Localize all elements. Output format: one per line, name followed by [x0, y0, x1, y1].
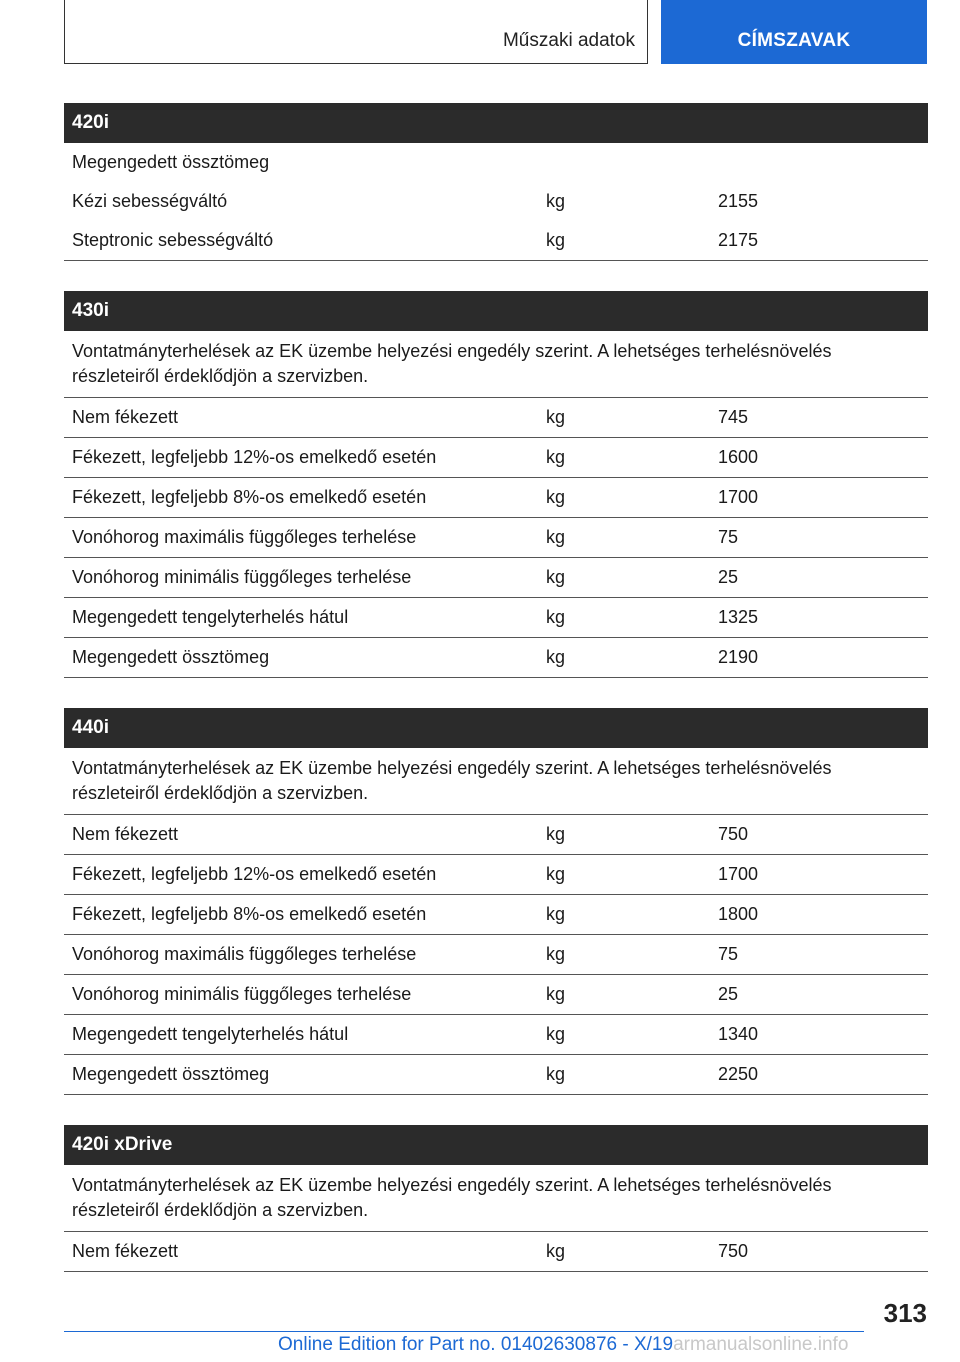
table-row [64, 598, 928, 638]
row-label: Nem fékezett [72, 1241, 179, 1261]
row-unit: kg [546, 944, 566, 964]
row-label: Megengedett tengelyterhelés hátul [72, 607, 349, 627]
row-value: 1340 [718, 1024, 759, 1044]
spec-section-420i [64, 103, 928, 261]
row-value: 2190 [718, 647, 759, 667]
page-number: 313 [883, 1298, 927, 1328]
table-row [64, 815, 928, 855]
row-label: Nem fékezett [72, 407, 179, 427]
spec-sections [64, 103, 928, 1302]
section-title: 420i [64, 103, 928, 143]
row-unit: kg [546, 230, 566, 250]
row-value: 2175 [718, 230, 759, 250]
row-value: 1700 [718, 864, 759, 884]
row-value: 75 [718, 527, 739, 547]
section-title: 420i xDrive [64, 1125, 928, 1165]
row-value: 1800 [718, 904, 759, 924]
row-value: 750 [718, 824, 749, 844]
row-unit: kg [546, 527, 566, 547]
row-value: 750 [718, 1241, 749, 1261]
table-row [64, 478, 928, 518]
row-unit: kg [546, 1024, 566, 1044]
watermark-text: armanualsonline.info [673, 1334, 849, 1355]
chapter-tab[interactable]: Műszaki adatok [64, 0, 648, 64]
index-tab[interactable]: CÍMSZAVAK [661, 0, 927, 64]
row-unit: kg [546, 407, 566, 427]
row-unit: kg [546, 487, 566, 507]
row-label: Megengedett össztömeg [72, 1064, 270, 1084]
row-label: Megengedett össztömeg [72, 647, 270, 667]
section-title: 440i [64, 708, 928, 748]
row-unit: kg [546, 191, 566, 211]
section-note: Vontatmányterhelések az EK üzembe helyezési engedély szerint. A lehetséges terhelésnövelés részleteiről érdeklődjön a szervizben. [64, 1165, 928, 1232]
section-subtitle: Megengedett össztömeg [72, 152, 270, 172]
table-row [64, 895, 928, 935]
row-value: 2250 [718, 1064, 759, 1084]
table-row [64, 518, 928, 558]
table-row [64, 1015, 928, 1055]
row-value: 1325 [718, 607, 759, 627]
row-value: 1600 [718, 447, 759, 467]
table-row [64, 1055, 928, 1095]
section-note: Vontatmányterhelések az EK üzembe helyezési engedély szerint. A lehetséges terhelésnövelés részleteiről érdeklődjön a szervizben. [64, 331, 928, 398]
row-value: 2155 [718, 191, 759, 211]
table-row [64, 1232, 928, 1272]
table-row [64, 398, 928, 438]
table-row [64, 935, 928, 975]
row-label: Kézi sebességváltó [72, 191, 228, 211]
table-row [64, 558, 928, 598]
table-row [64, 221, 928, 261]
row-label: Fékezett, legfeljebb 8%-os emelkedő esetén [72, 487, 427, 507]
spec-section-440i [64, 708, 928, 1095]
row-unit: kg [546, 904, 566, 924]
page-header [0, 0, 960, 66]
spec-section-420i-xdrive [64, 1125, 928, 1272]
row-unit: kg [546, 607, 566, 627]
row-unit: kg [546, 864, 566, 884]
row-label: Vonóhorog minimális függőleges terhelése [72, 984, 412, 1004]
section-note: Vontatmányterhelések az EK üzembe helyezési engedély szerint. A lehetséges terhelésnövelés részleteiről érdeklődjön a szervizben. [64, 748, 928, 815]
row-value: 25 [718, 984, 739, 1004]
table-row [64, 438, 928, 478]
row-label: Fékezett, legfeljebb 12%-os emelkedő esetén [72, 864, 437, 884]
spec-section-430i [64, 291, 928, 678]
row-label: Fékezett, legfeljebb 12%-os emelkedő esetén [72, 447, 437, 467]
table-row [64, 975, 928, 1015]
row-label: Steptronic sebességváltó [72, 230, 274, 250]
row-unit: kg [546, 567, 566, 587]
row-label: Nem fékezett [72, 824, 179, 844]
row-value: 25 [718, 567, 739, 587]
footer-divider [64, 1331, 864, 1332]
row-unit: kg [546, 984, 566, 1004]
row-unit: kg [546, 824, 566, 844]
section-title: 430i [64, 291, 928, 331]
row-value: 75 [718, 944, 739, 964]
row-label: Vonóhorog maximális függőleges terhelése [72, 527, 417, 547]
row-unit: kg [546, 447, 566, 467]
row-label: Vonóhorog minimális függőleges terhelése [72, 567, 412, 587]
row-label: Fékezett, legfeljebb 8%-os emelkedő esetén [72, 904, 427, 924]
table-row [64, 638, 928, 678]
row-value: 745 [718, 407, 749, 427]
row-unit: kg [546, 1064, 566, 1084]
row-unit: kg [546, 647, 566, 667]
row-value: 1700 [718, 487, 759, 507]
edition-text: Online Edition for Part no. 01402630876 - X/19 [278, 1334, 674, 1355]
row-label: Vonóhorog maximális függőleges terhelése [72, 944, 417, 964]
row-label: Megengedett tengelyterhelés hátul [72, 1024, 349, 1044]
table-row [64, 855, 928, 895]
row-unit: kg [546, 1241, 566, 1261]
footer-edition [278, 1334, 848, 1356]
table-row [64, 182, 928, 221]
